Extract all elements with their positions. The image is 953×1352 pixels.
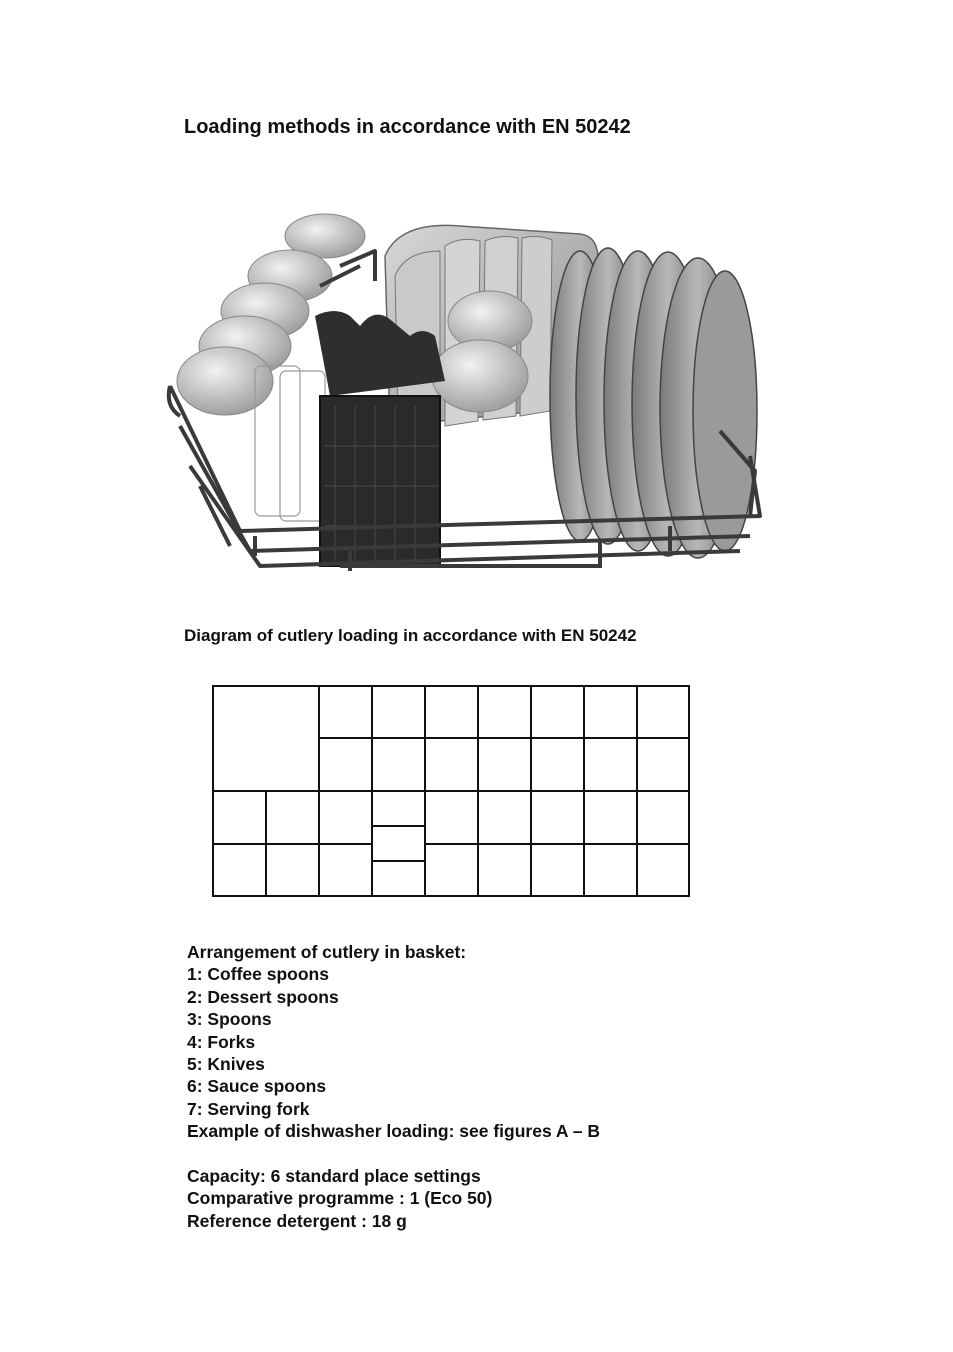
spacer [187,1143,600,1165]
arrangement-heading: Arrangement of cutlery in basket: [187,942,467,962]
loading-example-note: Example of dishwasher loading: see figures A – B [187,1121,600,1142]
list-item: 1: Coffee spoons [187,964,329,985]
list-item: 7: Serving fork [187,1098,310,1119]
list-item: 3: Spoons [187,1009,272,1030]
list-item: 4: Forks [187,1031,256,1052]
diagram-title: Diagram of cutlery loading in accordance with EN 50242 [184,626,637,645]
page-title: Loading methods in accordance with EN 50242 [184,116,631,138]
detergent-spec: Reference detergent : 18 g [187,1210,407,1231]
cutlery-basket-diagram [211,684,691,898]
list-item: 6: Sauce spoons [187,1076,327,1097]
programme-spec: Comparative programme : 1 (Eco 50) [187,1188,493,1209]
list-item: 2: Dessert spoons [187,986,339,1007]
list-item: 5: Knives [187,1054,265,1075]
dishwasher-basket-photo [160,196,780,616]
capacity-spec: Capacity: 6 standard place settings [187,1166,481,1187]
cutlery-info [187,941,600,1232]
side-plates [550,248,757,558]
